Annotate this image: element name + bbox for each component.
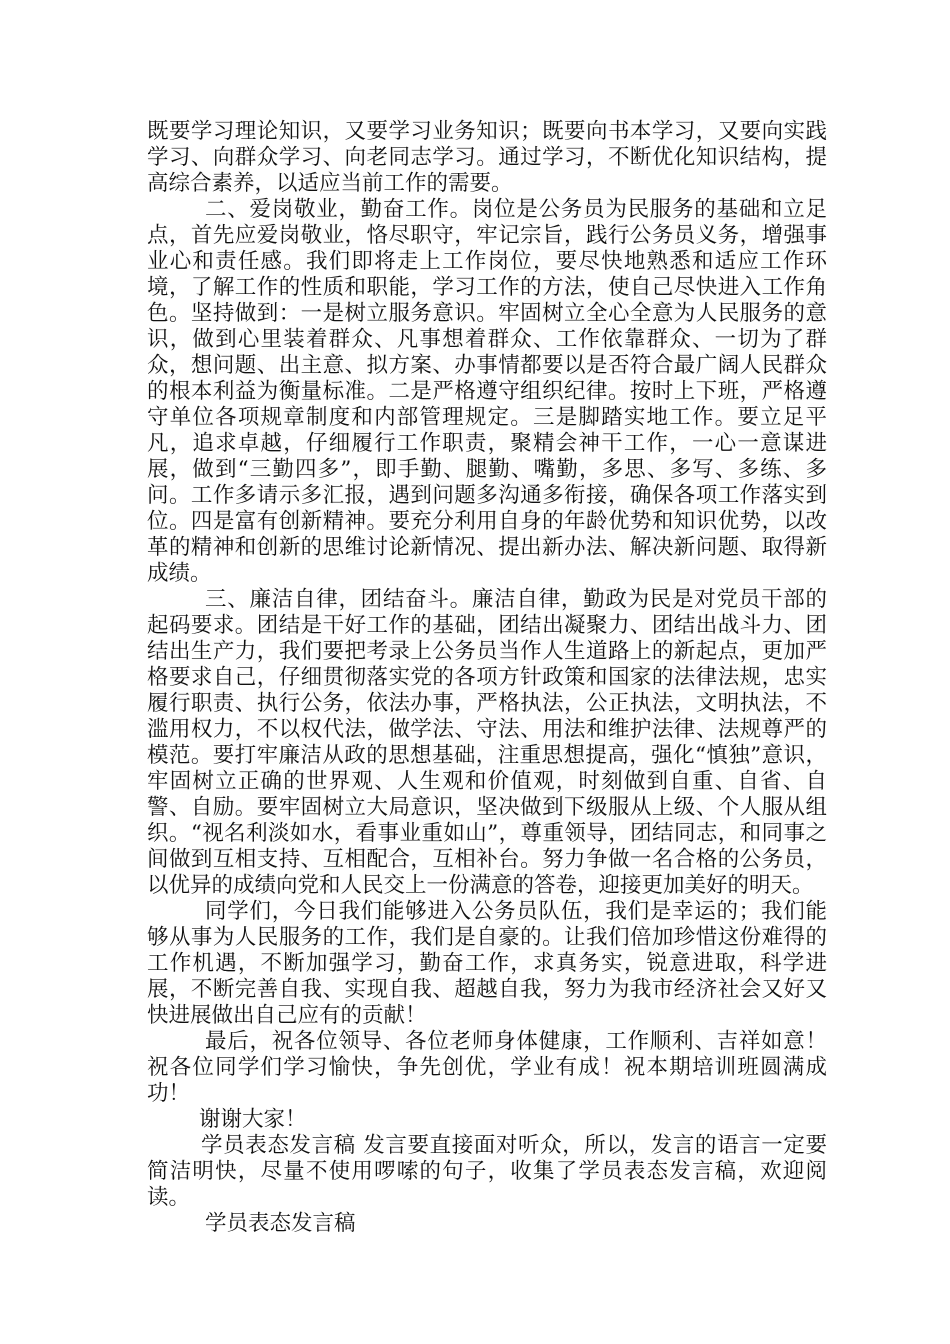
- paragraph-section-three: 三、廉洁自律，团结奋斗。廉洁自律，勤政为民是对党员干部的起码要求。团结是干好工作的基础，团结出凝聚力、团结出战斗力、团结出生产力，我们要把考录上公务员当作人生道路上的新起点，更加严格要求自己，仔细贯彻落实党的各项方针政策和国家的法律法规，忠实履行职责、执行公务，依法办事，严格执法，公正执法，文明执法，不滥用权力，不以权代法，做学法、守法、用法和维护法律、法规尊严的模范。要打牢廉洁从政的思想基础，注重思想提高，强化“慎独”意识，牢固树立正确的世界观、人生观和价值观，时刻做到自重、自省、自警、自励。要牢固树立大局意识，坚决做到下级服从上级、个人服从组织。“视名利淡如水，看事业重如山”，尊重领导，团结同志，和同事之间做到互相支持、互相配合，互相补台。努力争做一名合格的公务员，以优异的成绩向党和人民交上一份满意的答卷，迎接更加美好的明天。: [147, 587, 827, 898]
- paragraph-intro-note: 学员表态发言稿 发言要直接面对听众，所以，发言的语言一定要简洁明快，尽量不使用啰嗦的句子，收集了学员表态发言稿，欢迎阅读。: [147, 1133, 827, 1210]
- paragraph-study: 既要学习理论知识，又要学习业务知识；既要向书本学习，又要向实践学习、向群众学习、向老同志学习。通过学习，不断优化知识结构，提高综合素养，以适应当前工作的需要。: [147, 119, 827, 196]
- paragraph-thanks: 谢谢大家！: [199, 1107, 307, 1132]
- paragraph-section-two: 二、爱岗敬业，勤奋工作。岗位是公务员为民服务的基础和立足点，首先应爱岗敬业，恪尽职守，牢记宗旨，践行公务员义务，增强事业心和责任感。我们即将走上工作岗位，要尽快地熟悉和适应工作环境，了解工作的性质和职能，学习工作的方法，使自己尽快进入工作角色。坚持做到：一是树立服务意识。牢固树立全心全意为人民服务的意识，做到心里装着群众、凡事想着群众、工作依靠群众、一切为了群众，想问题、出主意、拟方案、办事情都要以是否符合最广阔人民群众的根本利益为衡量标准。二是严格遵守组织纪律。按时上下班，严格遵守单位各项规章制度和内部管理规定。三是脚踏实地工作。要立足平凡，追求卓越，仔细履行工作职责，聚精会神干工作，一心一意谋进展，做到“三勤四多”，即手勤、腿勤、嘴勤，多思、多写、多练、多问。工作多请示多汇报，遇到问题多沟通多衔接，确保各项工作落实到位。四是富有创新精神。要充分利用自身的年龄优势和知识优势，以改革的精神和创新的思维讨论新情况、提出新办法、解决新问题、取得新成绩。: [147, 197, 827, 586]
- paragraph-heading-repeat: 学员表态发言稿: [205, 1211, 356, 1236]
- document-body: [147, 119, 827, 1237]
- paragraph-closing-wishes: 最后，祝各位领导、各位老师身体健康，工作顺利、吉祥如意！祝各位同学们学习愉快，争先创优，学业有成！祝本期培训班圆满成功！: [147, 1029, 827, 1106]
- paragraph-classmates: 同学们，今日我们能够进入公务员队伍，我们是幸运的；我们能够从事为人民服务的工作，我们是自豪的。让我们倍加珍惜这份难得的工作机遇，不断加强学习，勤奋工作，求真务实，锐意进取，科学进展，不断完善自我、实现自我、超越自我，努力为我市经济社会又好又快进展做出自己应有的贡献！: [147, 899, 827, 1028]
